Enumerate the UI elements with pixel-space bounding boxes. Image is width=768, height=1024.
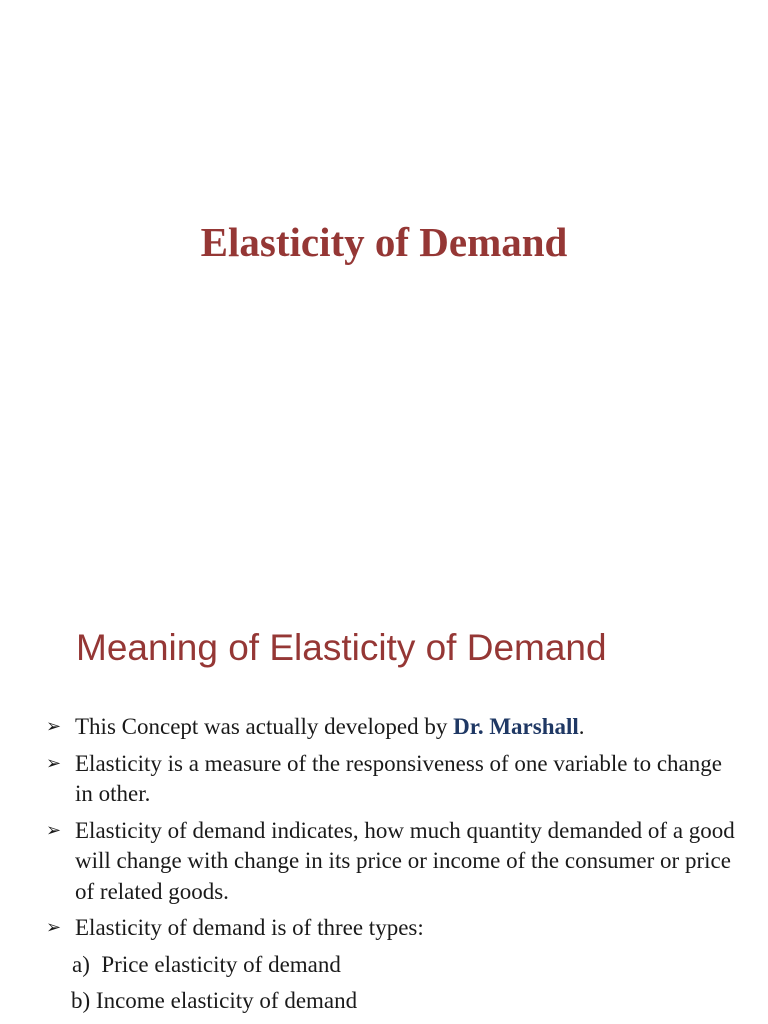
bullet-item [46,749,736,810]
arrowhead-bullet-icon: ➢ [46,917,62,938]
sub-item-label: b) [71,988,91,1013]
highlighted-name: Dr. Marshall [453,714,579,739]
bullet-text: Elasticity of demand is of three types: [75,915,424,940]
slide-heading: Meaning of Elasticity of Demand [76,627,607,668]
arrowhead-bullet-icon: ➢ [46,716,62,737]
slide-title: Elasticity of Demand [200,219,568,265]
bullet-item [46,712,736,743]
sub-item-label: a) [72,951,90,977]
bullet-list [46,712,736,1023]
sub-list-item [46,986,736,1017]
sub-list-item [46,950,736,981]
bullet-text: Elasticity is a measure of the responsiveness of one variable to change in other. [75,750,722,806]
content-slide [0,512,768,1024]
sub-item-text: Price elasticity of demand [101,951,341,977]
bullet-item [46,913,736,944]
arrowhead-bullet-icon: ➢ [46,752,62,774]
bullet-text: Elasticity of demand indicates, how much quantity demanded of a good will change with change in its price or income of the consumer or price of related goods. [75,817,735,904]
bullet-punctuation: . [578,714,585,739]
arrowhead-bullet-icon: ➢ [46,819,62,841]
bullet-text: This Concept was actually developed by [75,714,454,739]
bullet-item [46,816,736,908]
sub-item-text: Income elasticity of demand [95,988,358,1013]
